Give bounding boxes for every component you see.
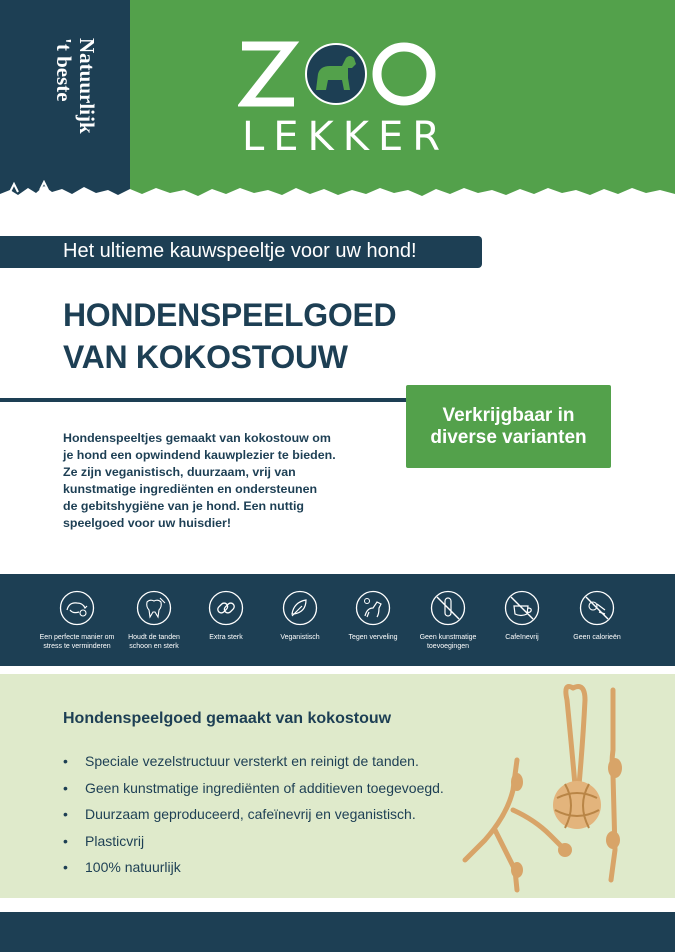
title-line2: VAN KOKOSTOUW (63, 339, 348, 375)
benefit-label: Tegen verveling (348, 634, 398, 641)
side-tagline-tab (0, 0, 130, 205)
benefit-label: Geen kunstmatige (419, 634, 477, 641)
logo-lekker-text: LEKKER (242, 114, 450, 160)
benefit-item (552, 590, 642, 642)
benefit-label: Geen calorieën (573, 634, 621, 641)
no-additives-icon (430, 590, 466, 626)
tagline-line2: 't beste (52, 38, 76, 102)
benefit-label: Extra sterk (209, 634, 243, 641)
coconut-rope-toys-image (455, 680, 675, 895)
title-line1: HONDENSPEELGOED (63, 297, 397, 333)
dog-ball-icon (59, 590, 95, 626)
benefit-label: Een perfecte manier om (39, 634, 115, 641)
playing-dog-icon (355, 590, 391, 626)
page-title (63, 294, 396, 378)
torn-paper-edge (0, 180, 675, 220)
variants-badge-text (430, 405, 586, 449)
list-item: • Duurzaam geproduceerd, cafeïnevrij en veganistisch. (63, 801, 444, 828)
leaf-icon (282, 590, 318, 626)
intro-line: kunstmatige ingrediënten en ondersteunen (63, 482, 318, 496)
list-item: • 100% natuurlijk (63, 854, 444, 881)
features-title: Hondenspeelgoed gemaakt van kokostouw (63, 710, 392, 727)
tooth-icon (136, 590, 172, 626)
benefit-label: stress te verminderen (43, 643, 111, 650)
benefit-label: Houdt de tanden (128, 634, 180, 641)
benefit-label: Veganistisch (280, 634, 320, 641)
intro-line: Hondenspeeltjes gemaakt van kokostouw om (63, 431, 331, 445)
divider-rule (0, 398, 410, 402)
footer-bar (0, 912, 675, 952)
benefit-label: schoon en sterk (129, 643, 179, 650)
benefit-label: toevoegingen (426, 643, 470, 650)
list-item: • Speciale vezelstructuur versterkt en reinigt de tanden. (63, 748, 444, 775)
intro-line: Ze zijn veganistisch, duurzaam, vrij van (63, 465, 296, 479)
slogan-banner (0, 236, 482, 268)
tagline-line1: Natuurlijk (75, 38, 99, 134)
intro-line: je hond een opwindend kauwplezier te bieden. (63, 448, 336, 462)
intro-paragraph (63, 430, 383, 532)
zoo-lekker-logo (238, 38, 450, 160)
variants-badge (406, 385, 611, 468)
zoo-logo-mark (238, 38, 438, 110)
list-item: • Plasticvrij (63, 828, 444, 855)
badge-line2: diverse varianten (430, 426, 587, 448)
tagline-vertical (52, 38, 98, 134)
slogan-text: Het ultieme kauwspeeltje voor uw hond! (63, 240, 417, 262)
no-calories-icon (579, 590, 615, 626)
intro-line: de gebitshygiëne van je hond. Een nuttig (63, 499, 304, 513)
list-item: • Geen kunstmatige ingrediënten of additieven toegevoegd. (63, 775, 444, 802)
badge-line1: Verkrijgbaar in (442, 404, 575, 426)
chain-link-icon (208, 590, 244, 626)
benefits-icon-band (0, 574, 675, 666)
intro-line: speelgoed voor uw huisdier! (63, 516, 231, 530)
benefit-label: Cafeïnevrij (505, 634, 539, 641)
features-list (63, 748, 444, 881)
no-caffeine-icon (504, 590, 540, 626)
